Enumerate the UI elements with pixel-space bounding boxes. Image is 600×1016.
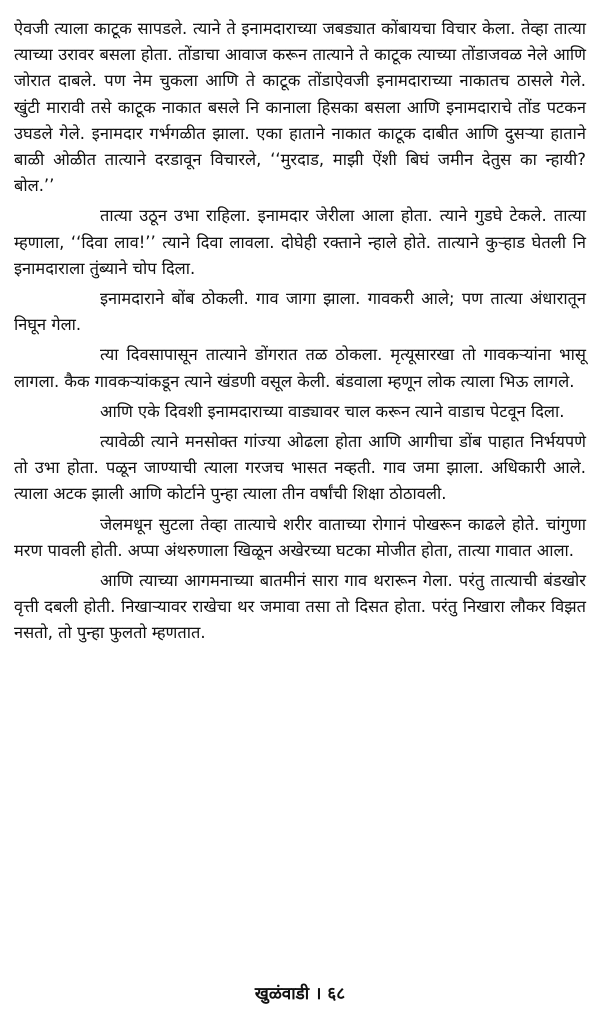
- body-text: [14, 16, 586, 647]
- paragraph-8: आणि त्याच्या आगमनाच्या बातमीनं सारा गाव थरारून गेला. परंतु तात्याची बंडखोर वृत्ती दबली होती. निखाऱ्यावर राखेचा थर जमावा तसा तो दिसत होता. परंतु निखारा लौकर विझत नसतो, तो पुन्हा फुलतो म्हणतात.: [14, 571, 586, 643]
- paragraph-1: ऐवजी त्याला काटूक सापडले. त्याने ते इनामदाराच्या जबड्यात कोंबायचा विचार केला. तेव्हा तात्या त्याच्या उरावर बसला होता. तोंडाचा आवाज करून तात्याने ते काटूक त्याच्या तोंडाजवळ नेले आणि जोरात दाबले. पण नेम चुकला आणि ते काटूक तोंडाऐवजी इनामदाराच्या नाकातच ठासले गेले. खुंटी मारावी तसे काटूक नाकात बसले नि कानाला हिसका बसला आणि इनामदाराचे तोंड पटकन उघडले गेले. इनामदार गर्भगळीत झाला. एका हाताने नाकात काटूक दाबीत आणि दुसऱ्या हाताने बाळी ओळीत तात्याने दरडावून विचारले, ‘‘मुरदाड, माझी ऐंशी बिघं जमीन देतुस का न्हायी? बोल.’’: [14, 19, 586, 196]
- page-footer: खुळंवाडी । ६८: [254, 984, 346, 1004]
- paragraph-5: आणि एके दिवशी इनामदाराच्या वाड्यावर चाल करून त्याने वाडाच पेटवून दिला.: [100, 401, 565, 421]
- paragraph-4: त्या दिवसापासून तात्याने डोंगरात तळ ठोकला. मृत्यूसारखा तो गावकऱ्यांना भासू लागला. कैक गावकऱ्यांकडून त्याने खंडणी वसूल केली. बंडवाला म्हणून लोक त्याला भिऊ लागले.: [14, 345, 586, 391]
- paragraph-3: इनामदाराने बोंब ठोकली. गाव जागा झाला. गावकरी आले; पण तात्या अंधारातून निघून गेला.: [14, 289, 586, 335]
- paragraph-7: जेलमधून सुटला तेव्हा तात्याचे शरीर वाताच्या रोगानं पोखरून काढले होते. चांगुणा मरण पावली होती. अप्पा अंथरुणाला खिळून अखेरच्या घटका मोजीत होता, तात्या गावात आला.: [14, 514, 586, 560]
- paragraph-6: त्यावेळी त्याने मनसोक्त गांज्या ओढला होता आणि आगीचा डोंब पाहात निर्भयपणे तो उभा होता. पळून जाण्याची त्याला गरजच भासत नव्हती. गाव जमा झाला. अधिकारी आले. त्याला अटक झाली आणि कोर्टाने पुन्हा त्याला तीन वर्षांची शिक्षा ठोठावली.: [14, 432, 586, 504]
- paragraph-2: तात्या उठून उभा राहिला. इनामदार जेरीला आला होता. त्याने गुडघे टेकले. तात्या म्हणाला, ‘‘दिवा लाव!’’ त्याने दिवा लावला. दोघेही रक्ताने न्हाले होते. तात्याने कुऱ्हाड घेतली नि इनामदाराला तुंब्याने चोप दिला.: [14, 206, 586, 278]
